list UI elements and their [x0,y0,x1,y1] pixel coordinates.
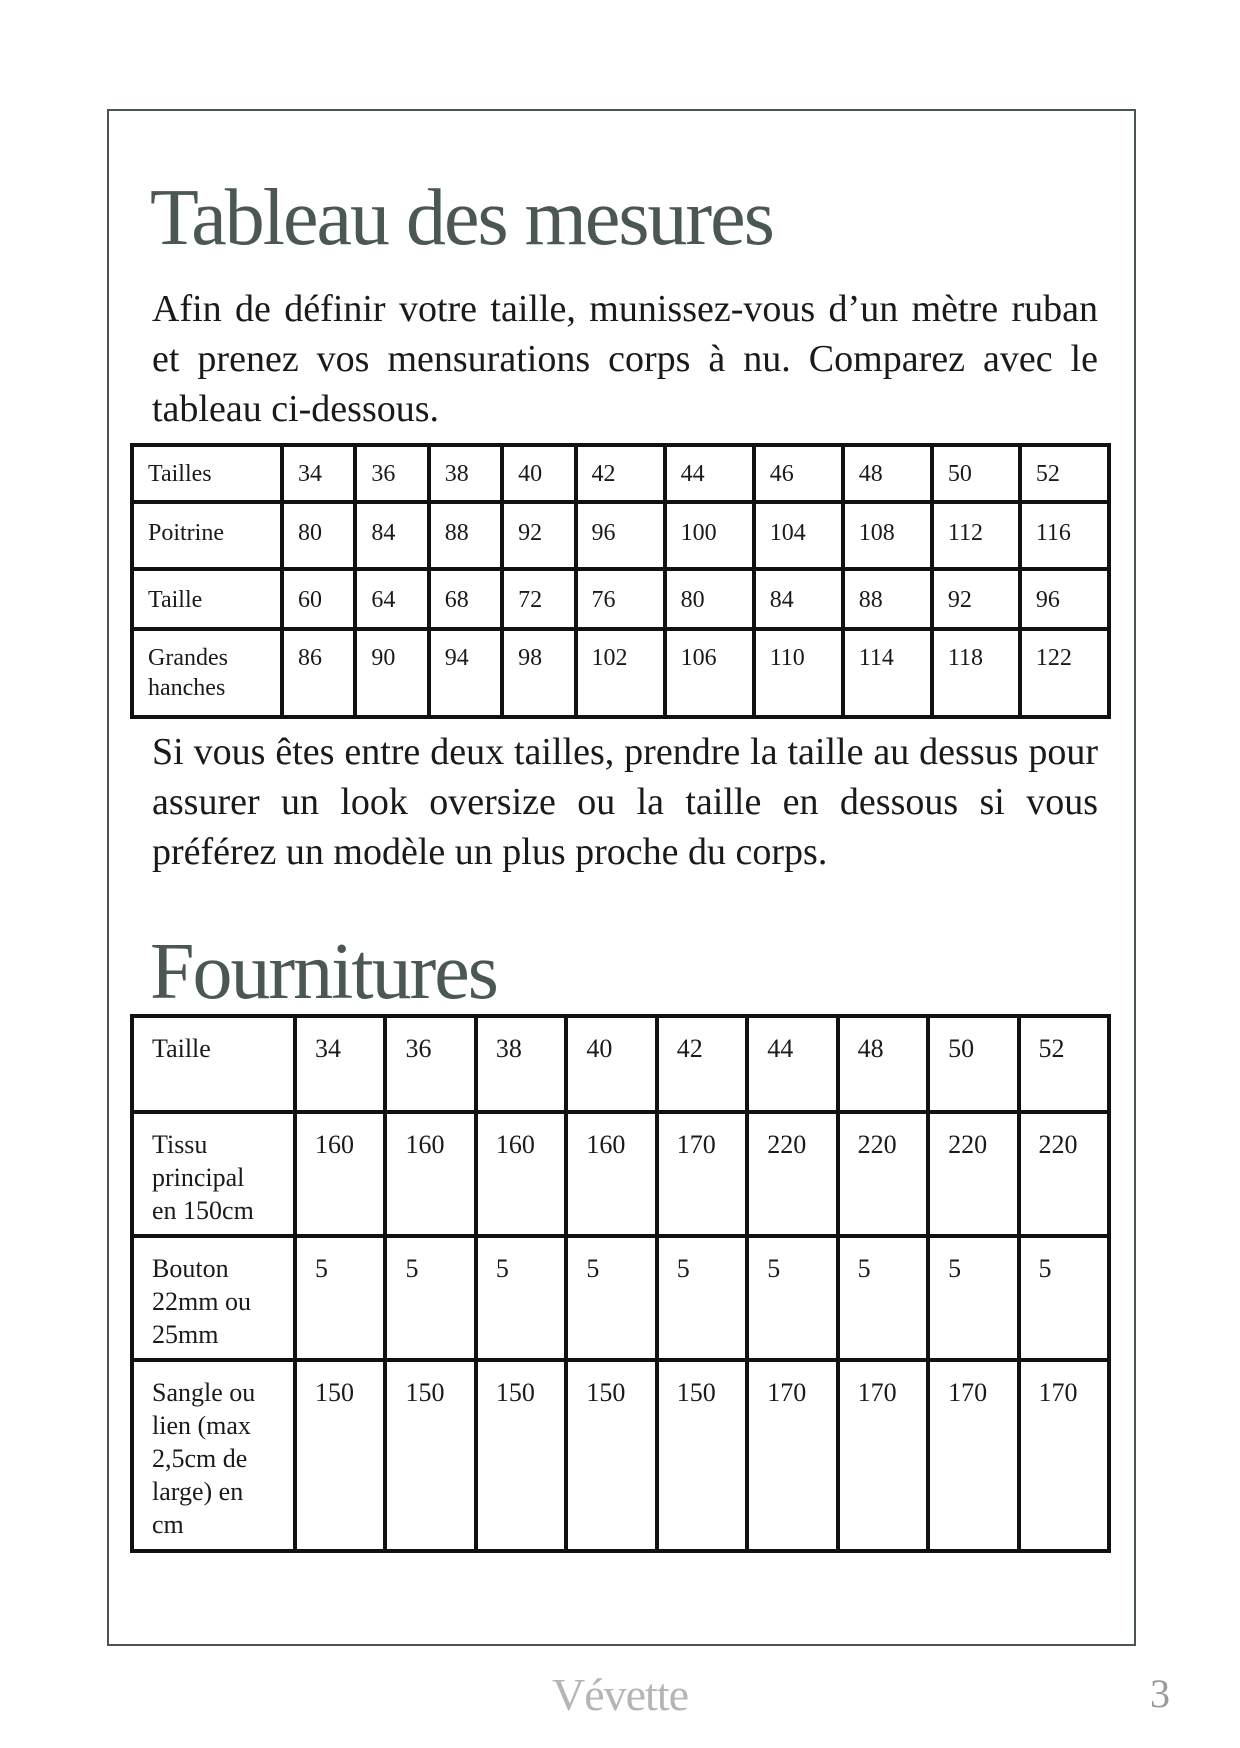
table-cell: 114 [843,629,932,717]
table-cell: 5 [385,1236,475,1360]
table-row [132,445,1109,502]
table-cell: 52 [1019,1016,1110,1112]
table-cell: 64 [355,569,428,629]
size-chart-table [130,443,1111,719]
table-cell: 50 [932,445,1020,502]
table-cell: 92 [502,502,575,569]
table-cell: 160 [385,1112,475,1236]
table-row [132,1236,1109,1360]
table-cell: 220 [747,1112,837,1236]
table-cell: 170 [1019,1360,1110,1551]
table-cell: 116 [1020,502,1109,569]
row-label: Sangle ou lien (max 2,5cm de large) en cm [132,1360,295,1551]
table-cell: 68 [429,569,502,629]
table-cell: 44 [747,1016,837,1112]
table-cell: 150 [476,1360,566,1551]
table-cell: 150 [566,1360,656,1551]
table-cell: 160 [295,1112,385,1236]
table-cell: 170 [928,1360,1018,1551]
table-cell: 60 [282,569,355,629]
table-cell: 94 [429,629,502,717]
sizes-note: Si vous êtes entre deux tailles, prendre la taille au dessus pour assurer un look oversize ou la taille en dessous si vous préférez un modèle un plus proche du corps. [152,731,1098,873]
table-cell: 5 [928,1236,1018,1360]
sizes-title: Tableau des mesures [150,174,773,262]
table-cell: 84 [754,569,843,629]
table-cell: 160 [476,1112,566,1236]
table-cell: 48 [838,1016,928,1112]
row-label: Bouton 22mm ou 25mm [132,1236,295,1360]
table-cell: 46 [754,445,843,502]
table-cell: 106 [665,629,754,717]
table-cell: 5 [295,1236,385,1360]
sizes-intro: Afin de définir votre taille, munissez-vous d’un mètre ruban et prenez vos mensurations corps à nu. Comparez avec le tableau ci-dessous. [152,288,1098,430]
table-cell: 52 [1020,445,1109,502]
row-label: Tissu principal en 150cm [132,1112,295,1236]
brand-logo: Vévette [551,1669,689,1720]
table-cell: 38 [429,445,502,502]
table-cell: 160 [566,1112,656,1236]
table-cell: 84 [355,502,428,569]
table-row [132,569,1109,629]
table-cell: 90 [355,629,428,717]
table-cell: 102 [576,629,665,717]
table-cell: 42 [657,1016,747,1112]
table-cell: 34 [282,445,355,502]
table-row [132,1016,1109,1112]
table-cell: 96 [576,502,665,569]
table-cell: 48 [843,445,932,502]
table-cell: 40 [566,1016,656,1112]
table-cell: 108 [843,502,932,569]
table-cell: 36 [355,445,428,502]
table-cell: 88 [843,569,932,629]
table-cell: 92 [932,569,1020,629]
table-cell: 220 [1019,1112,1110,1236]
supplies-title: Fournitures [150,928,497,1016]
page-number: 3 [1150,1671,1170,1716]
table-cell: 170 [747,1360,837,1551]
table-cell: 150 [657,1360,747,1551]
table-cell: 80 [282,502,355,569]
table-cell: 72 [502,569,575,629]
table-cell: 5 [657,1236,747,1360]
table-cell: 96 [1020,569,1109,629]
table-cell: 5 [747,1236,837,1360]
table-cell: 150 [385,1360,475,1551]
table-cell: 100 [665,502,754,569]
table-cell: 80 [665,569,754,629]
table-cell: 112 [932,502,1020,569]
table-cell: 150 [295,1360,385,1551]
row-label: Taille [132,1016,295,1112]
row-label: Tailles [132,445,282,502]
table-cell: 76 [576,569,665,629]
table-cell: 36 [385,1016,475,1112]
table-cell: 220 [928,1112,1018,1236]
table-cell: 5 [1019,1236,1110,1360]
table-cell: 170 [838,1360,928,1551]
table-cell: 50 [928,1016,1018,1112]
table-cell: 98 [502,629,575,717]
table-cell: 86 [282,629,355,717]
table-cell: 38 [476,1016,566,1112]
table-cell: 34 [295,1016,385,1112]
supplies-table [130,1014,1111,1553]
table-cell: 220 [838,1112,928,1236]
table-cell: 44 [665,445,754,502]
table-row [132,502,1109,569]
table-cell: 42 [576,445,665,502]
row-label: Taille [132,569,282,629]
table-cell: 5 [566,1236,656,1360]
table-cell: 110 [754,629,843,717]
row-label: Poitrine [132,502,282,569]
table-cell: 40 [502,445,575,502]
table-row [132,629,1109,717]
table-cell: 5 [476,1236,566,1360]
table-row [132,1360,1109,1551]
table-cell: 118 [932,629,1020,717]
table-row [132,1112,1109,1236]
table-cell: 122 [1020,629,1109,717]
table-cell: 88 [429,502,502,569]
table-cell: 5 [838,1236,928,1360]
table-cell: 104 [754,502,843,569]
row-label: Grandes hanches [132,629,282,717]
table-cell: 170 [657,1112,747,1236]
